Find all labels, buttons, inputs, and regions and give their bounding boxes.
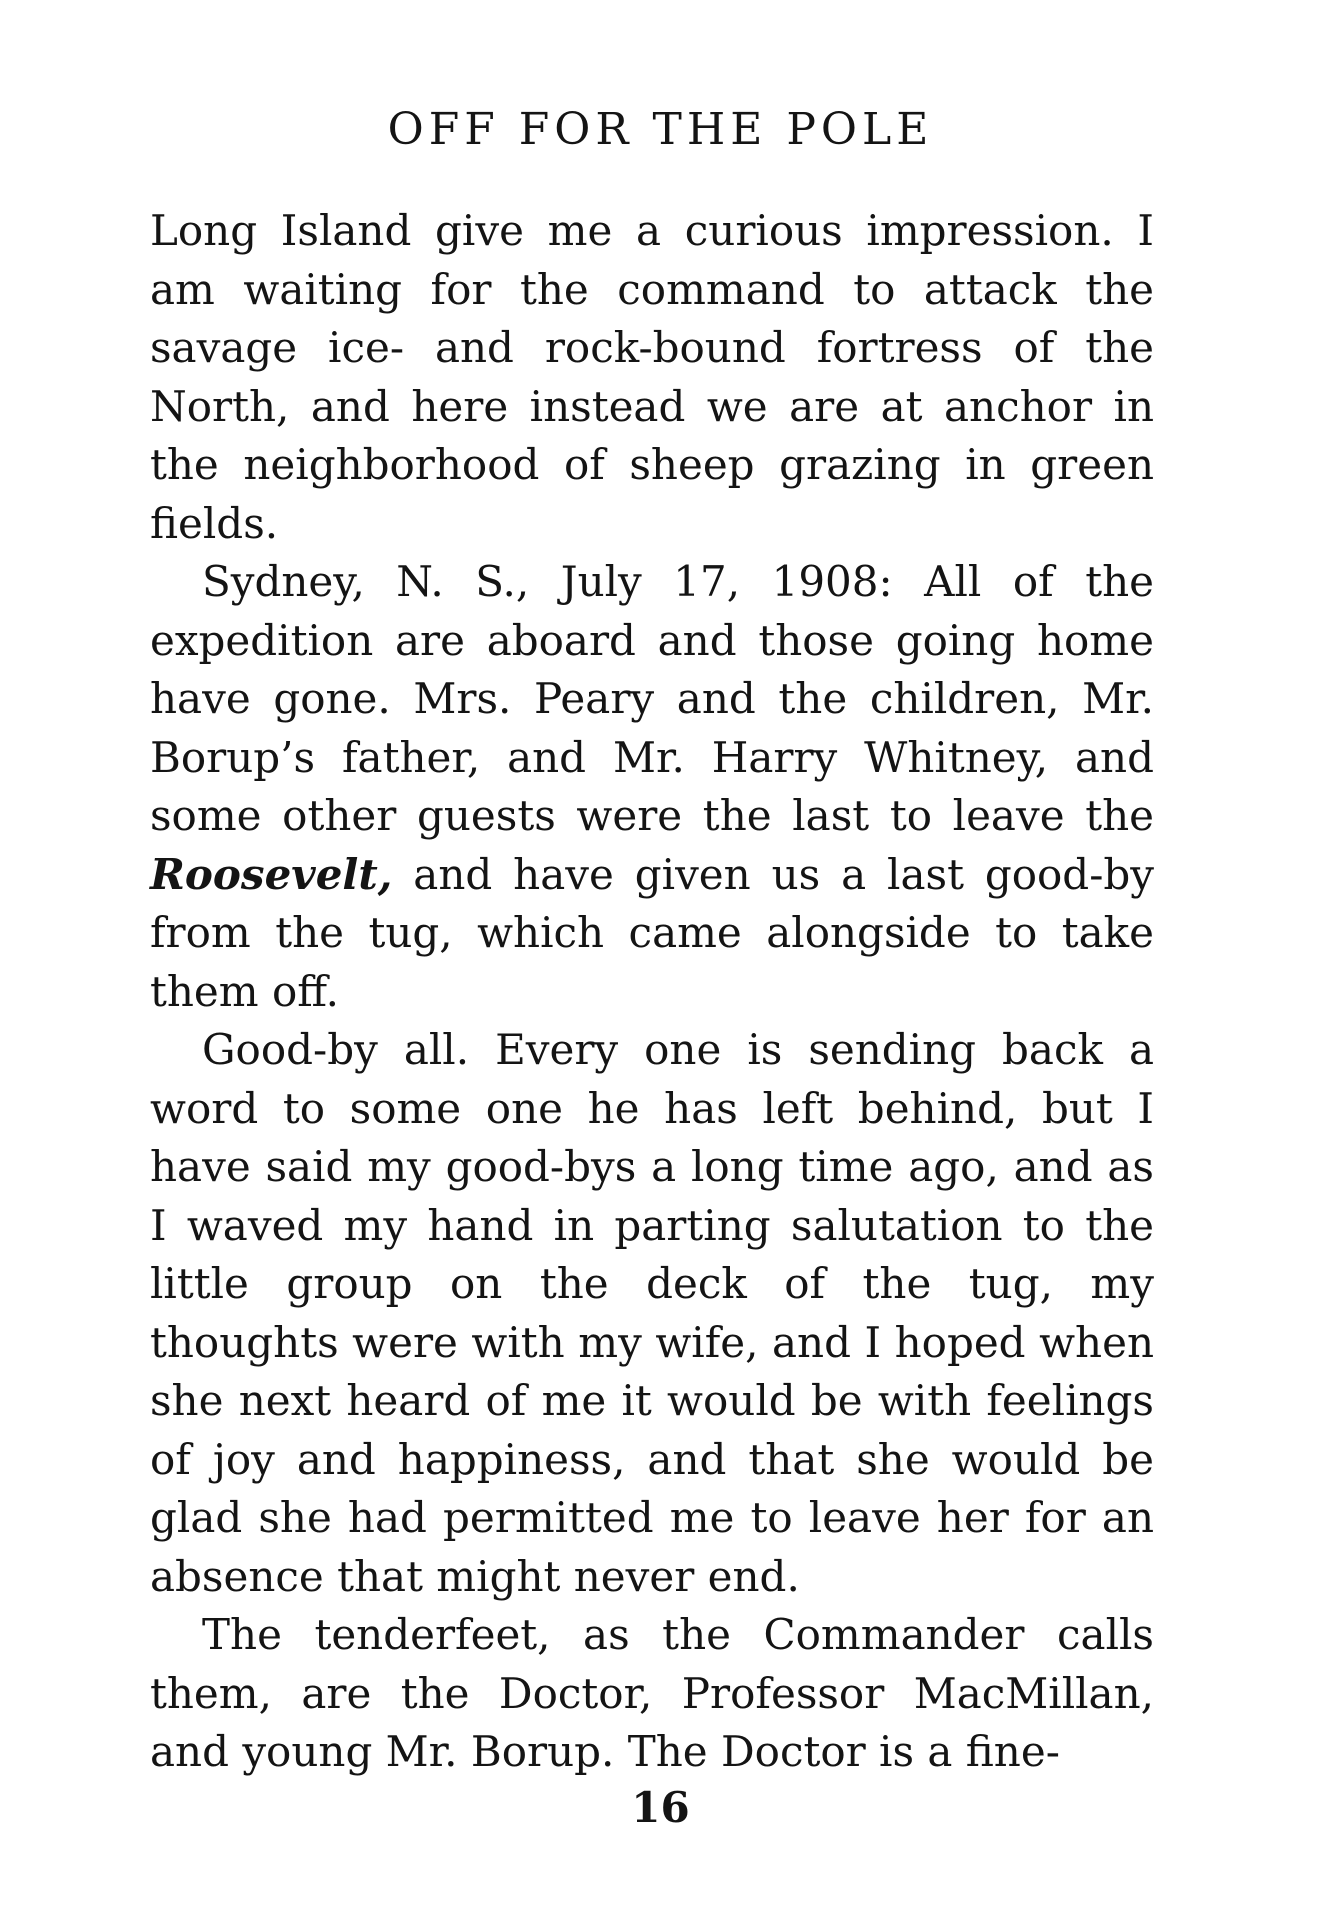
paragraph-1: Long Island give me a curious impression. I am waiting for the command to attack the savage ice- and rock-bound fortress of the North, and here instead we are at anchor in the neighborhood of sheep grazing in green fields. [150,206,1154,548]
paragraph-2-text-after: and have given us a last good-by from the tug, which came alongside to take them off. [150,849,1154,1016]
running-head: OFF FOR THE POLE [387,104,934,155]
page-number: 16 [631,1783,690,1832]
paragraph-2-text: Sydney, N. S., July 17, 1908: All of the expedition are aboard and those going home have gone. Mrs. Peary and the children, Mr. Borup’s father, and Mr. Harry Whitney, and some other guests were the last to leave the [150,557,1154,840]
paragraph-4: The tenderfeet, as the Commander calls them, are the Doctor, Professor MacMillan, and young Mr. Borup. The Doctor is a fine- [150,1610,1154,1776]
body-text [150,202,1154,1782]
paragraph-3: Good-by all. Every one is sending back a word to some one he has left behind, but I have said my good-bys a long time ago, and as I waved my hand in parting salutation to the little group on the deck of the tug, my thoughts were with my wife, and I hoped when she next heard of me it would be with feelings of joy and happiness, and that she would be glad she had permitted me to leave her for an absence that might never end. [150,1025,1154,1601]
paragraph-2 [150,553,1154,1021]
ship-name: Roosevelt, [150,849,393,899]
